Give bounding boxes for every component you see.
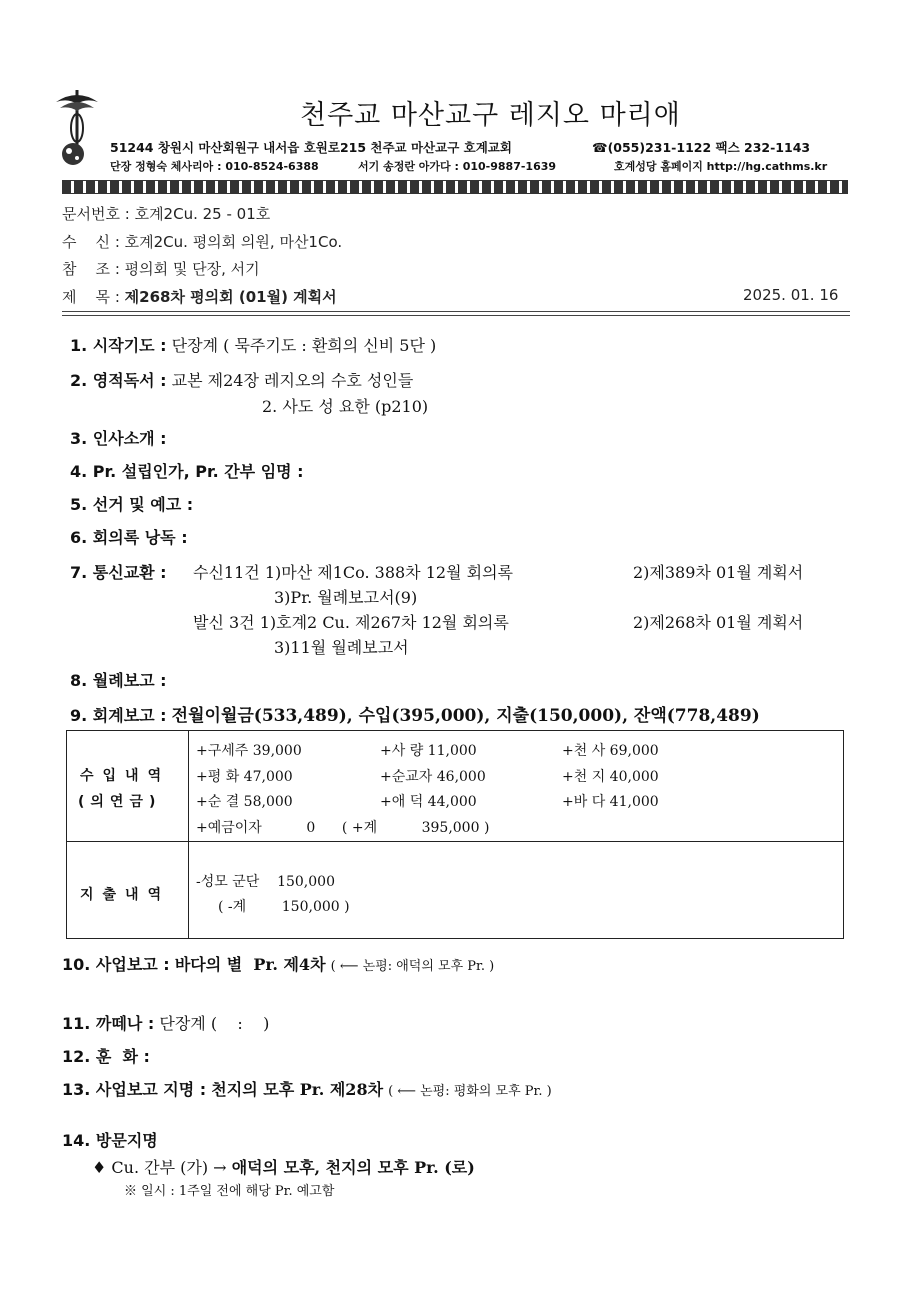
item-2-label: 2. 영적독서 : xyxy=(70,371,167,390)
item-9-label: 9. 회계보고 : xyxy=(70,706,167,725)
doc-number xyxy=(62,203,270,224)
subject-value: 제268차 평의회 (01월) 계획서 xyxy=(124,288,337,306)
item-11-value: 단장계 ( : ) xyxy=(159,1014,270,1033)
recipient-value: 호계2Cu. 평의회 의원, 마산1Co. xyxy=(124,233,343,251)
doc-number-label: 문서번호 : xyxy=(62,205,130,223)
item-13-value: 천지의 모후 Pr. 제28차 xyxy=(211,1080,384,1099)
income-cell: +구세주 39,000 xyxy=(196,743,302,759)
doc-subject xyxy=(62,286,337,307)
item-12: 12. 훈 화 : xyxy=(62,1047,150,1066)
leader-contact: 단장 정형숙 체사리아 : 010-8524-6388 xyxy=(110,160,319,173)
income-sub-label: (의연금) xyxy=(78,794,162,810)
expense-line-1: -성모 군단 150,000 xyxy=(196,874,335,890)
accounts-table-divider-h xyxy=(66,841,844,842)
item-2-sub: 2. 사도 성 요한 (p210) xyxy=(262,397,429,416)
phone-fax: ☎(055)231-1122 팩스 232-1143 xyxy=(592,140,811,155)
income-cell: +천 지 40,000 xyxy=(562,769,659,785)
item-13 xyxy=(62,1077,552,1100)
item-10 xyxy=(62,952,494,975)
double-rule-top xyxy=(62,311,850,312)
income-label: 수입내역 xyxy=(80,768,171,784)
income-cell: +순 결 58,000 xyxy=(196,794,293,810)
item-2 xyxy=(70,368,413,391)
item-1 xyxy=(70,333,436,356)
income-cell: +애 덕 44,000 xyxy=(380,794,477,810)
item-11-label: 11. 까떼나 : xyxy=(62,1014,155,1033)
item-7-recv-b: 2)제389차 01월 계획서 xyxy=(633,563,804,582)
income-cell: +평 화 47,000 xyxy=(196,769,293,785)
secretary-contact: 서기 송정란 아가다 : 010-9887-1639 xyxy=(358,160,557,173)
item-5: 5. 선거 및 예고 : xyxy=(70,495,194,514)
item-7-send-a: 발신 3건 1)호계2 Cu. 제267차 12월 회의록 xyxy=(193,613,509,632)
item-7-recv-a: 수신11건 1)마산 제1Co. 388차 12월 회의록 xyxy=(193,563,513,582)
income-cell: +바 다 41,000 xyxy=(562,794,659,810)
address: 51244 창원시 마산회원구 내서읍 호원로215 천주교 마산교구 호계교회 xyxy=(110,140,512,155)
doc-reference xyxy=(62,258,260,279)
item-13-note: ( ⟵ 논평: 평화의 모후 Pr. ) xyxy=(388,1084,552,1099)
double-rule-bottom xyxy=(62,315,850,316)
subject-label: 제 목 : xyxy=(62,288,120,306)
income-interest-total: +예금이자 0 ( +계 395,000 ) xyxy=(196,820,490,836)
reference-value: 평의회 및 단장, 서기 xyxy=(124,260,260,278)
recipient-label: 수 신 : xyxy=(62,233,120,251)
item-14: 14. 방문지명 xyxy=(62,1131,158,1150)
doc-number-value: 호계2Cu. 25 - 01호 xyxy=(134,205,271,223)
org-title: 천주교 마산교구 레지오 마리애 xyxy=(300,100,681,131)
reference-label: 참 조 : xyxy=(62,260,120,278)
item-14-visit-b: 애덕의 모후, 천지의 모후 Pr. (로) xyxy=(231,1158,475,1177)
item-14-note: ※ 일시 : 1주일 전에 해당 Pr. 예고함 xyxy=(124,1184,335,1199)
item-8: 8. 월례보고 : xyxy=(70,671,167,690)
legio-emblem-icon xyxy=(52,84,102,168)
item-10-value: 바다의 별 Pr. 제4차 xyxy=(174,955,326,974)
item-3: 3. 인사소개 : xyxy=(70,429,167,448)
item-13-label: 13. 사업보고 지명 : xyxy=(62,1080,207,1099)
income-cell: +천 사 69,000 xyxy=(562,743,659,759)
doc-recipient xyxy=(62,231,342,252)
item-10-note: ( ⟵ 논평: 애덕의 모후 Pr. ) xyxy=(330,959,495,974)
income-cell: +사 량 11,000 xyxy=(380,743,477,759)
item-14-visit xyxy=(92,1155,475,1178)
item-9 xyxy=(70,701,760,726)
item-7-send-b: 2)제268차 01월 계획서 xyxy=(633,613,804,632)
expense-total: ( -계 150,000 ) xyxy=(218,899,350,915)
item-14-visit-a: ♦ Cu. 간부 (가) → xyxy=(92,1158,227,1177)
income-cell: +순교자 46,000 xyxy=(380,769,486,785)
item-11 xyxy=(62,1011,269,1034)
item-1-label: 1. 시작기도 : xyxy=(70,336,167,355)
homepage: 호계성당 홈페이지 http://hg.cathms.kr xyxy=(614,160,828,173)
accounts-table-divider-v xyxy=(188,730,189,939)
item-2-value: 교본 제24장 레지오의 수호 성인들 xyxy=(171,371,414,390)
expense-label: 지출내역 xyxy=(80,887,171,903)
header-pattern-divider xyxy=(62,180,848,194)
item-7-label: 7. 통신교환 : xyxy=(70,563,167,582)
item-1-value: 단장계 ( 묵주기도 : 환희의 신비 5단 ) xyxy=(171,336,437,355)
item-7-recv-c: 3)Pr. 월례보고서(9) xyxy=(274,588,418,607)
item-10-label: 10. 사업보고 : xyxy=(62,955,170,974)
doc-date: 2025. 01. 16 xyxy=(743,286,839,304)
item-9-value: 전월이월금(533,489), 수입(395,000), 지출(150,000), 잔액(778,489) xyxy=(171,706,760,726)
item-6: 6. 회의록 낭독 : xyxy=(70,528,188,547)
item-7-send-c: 3)11월 월례보고서 xyxy=(274,638,409,657)
item-4: 4. Pr. 설립인가, Pr. 간부 임명 : xyxy=(70,462,304,481)
